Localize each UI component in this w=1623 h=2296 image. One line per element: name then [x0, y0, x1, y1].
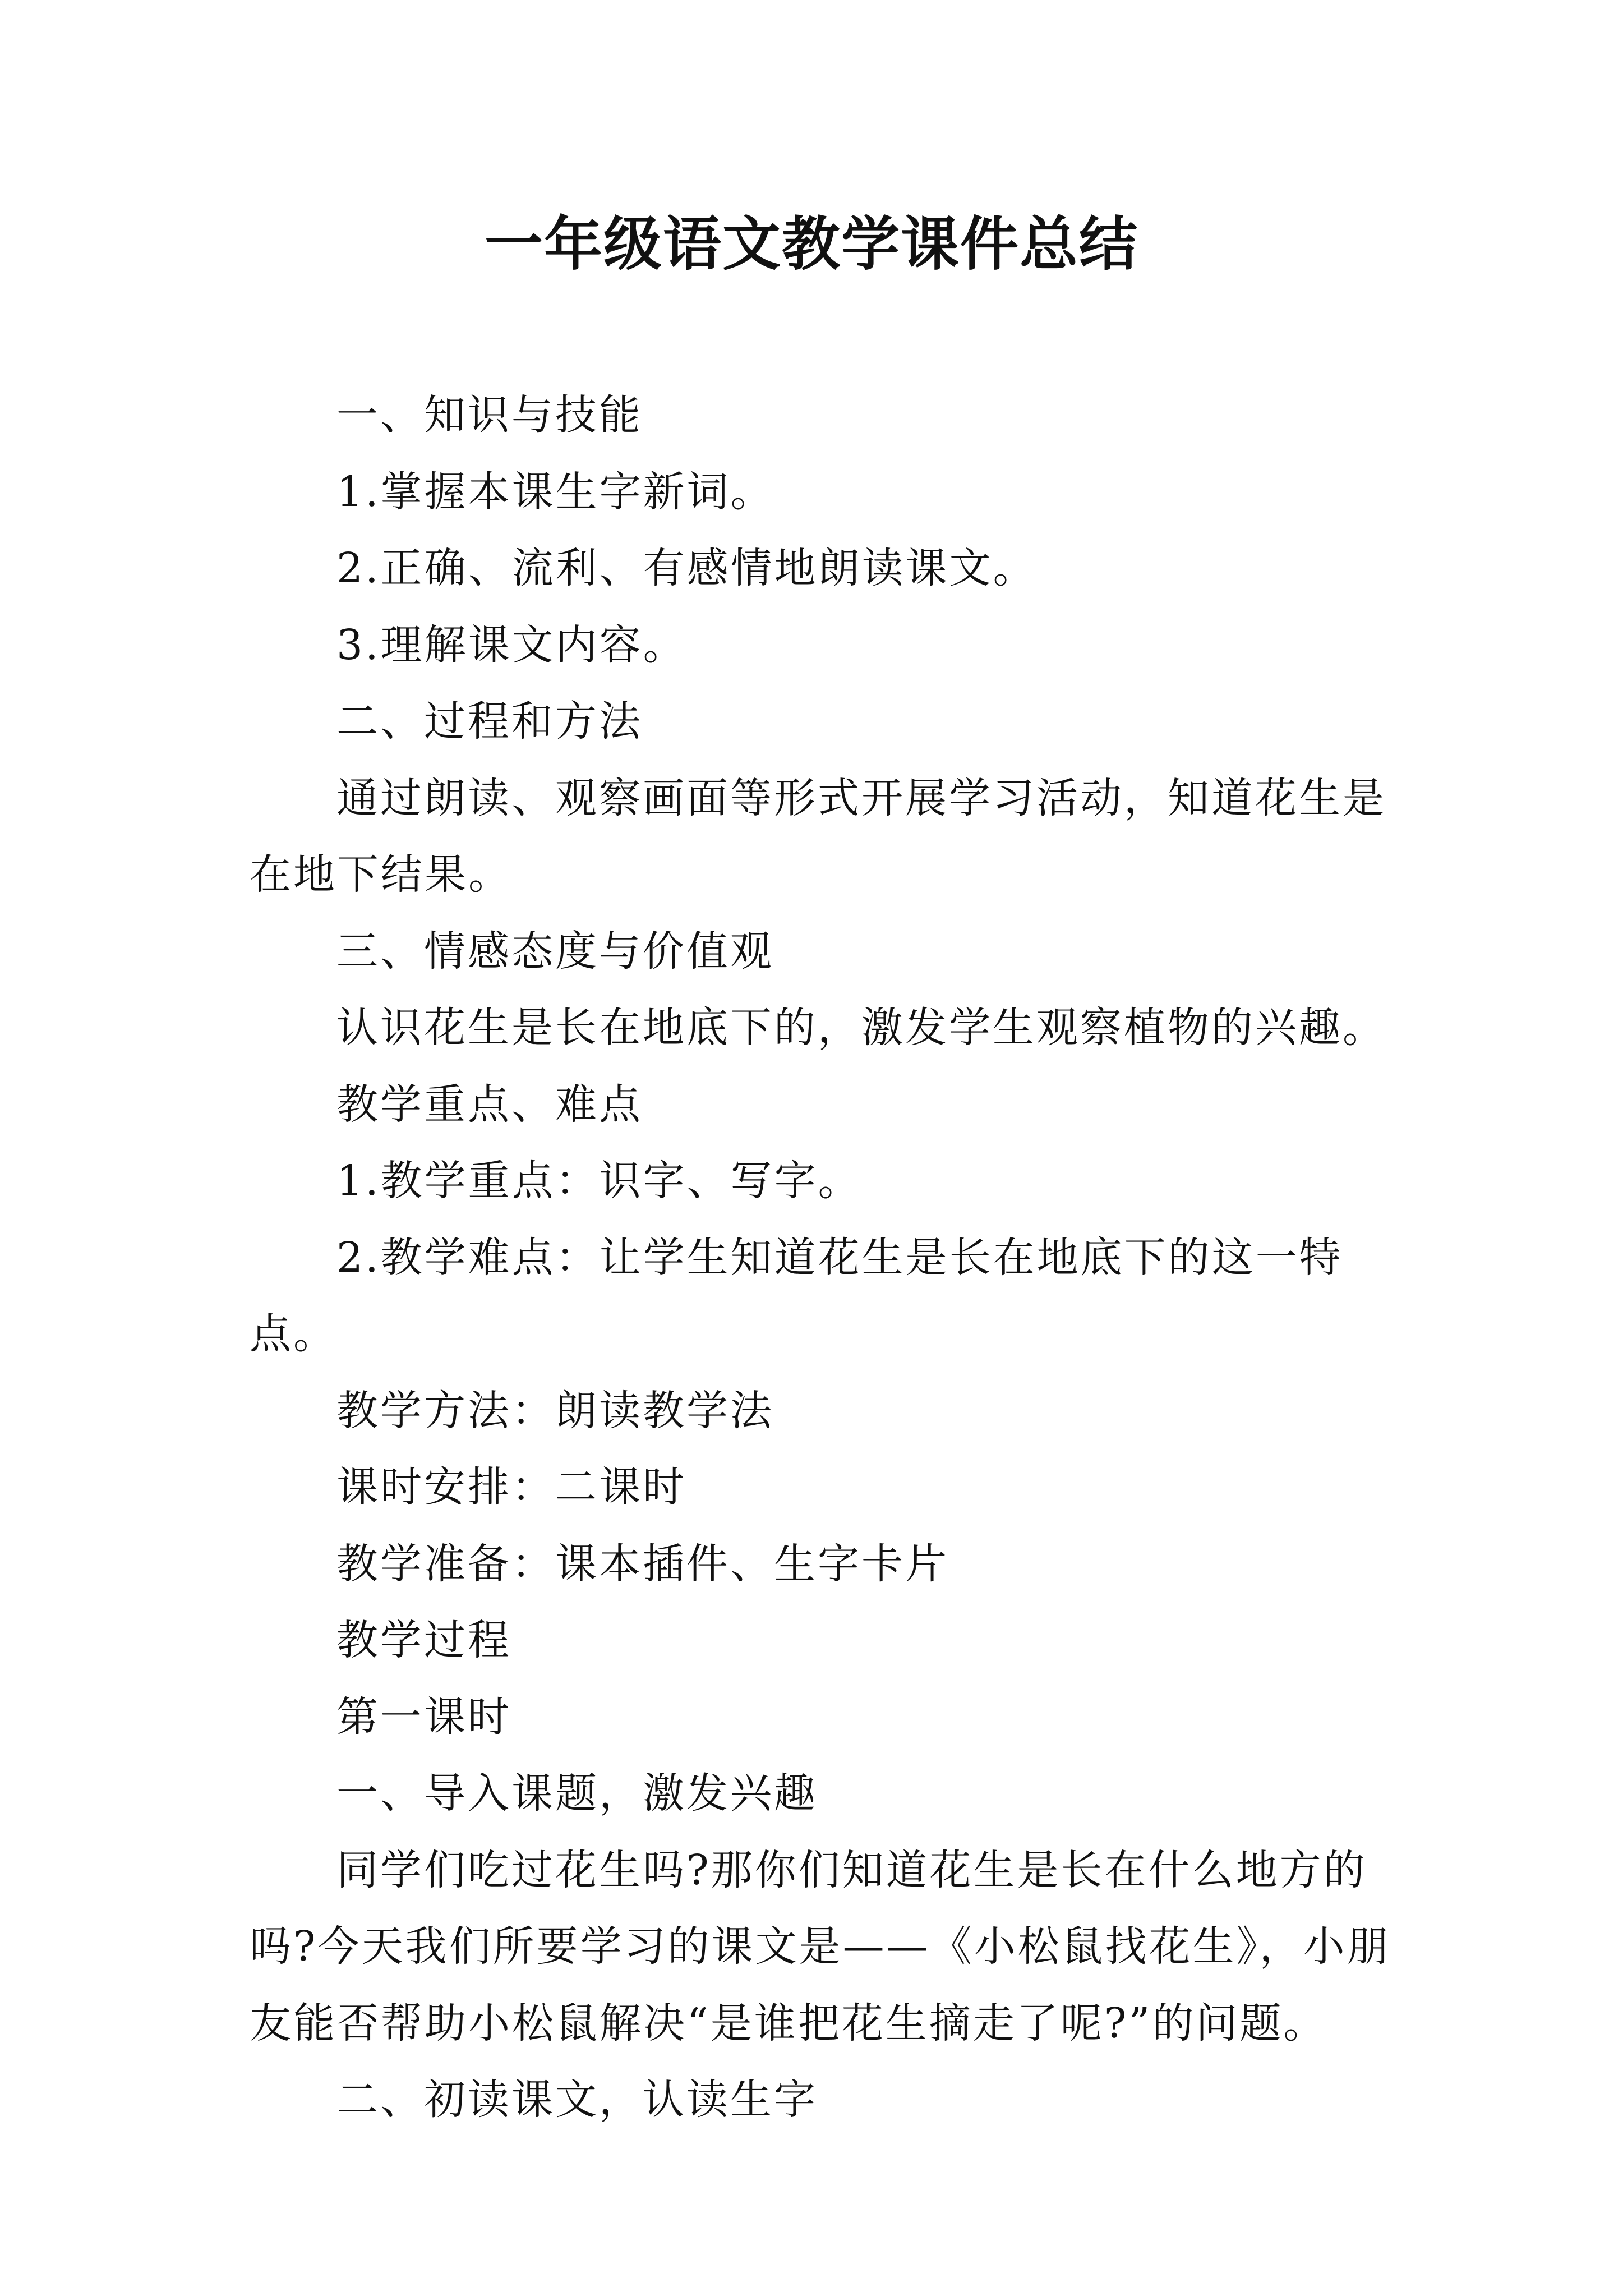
section-heading-emotion-values: 三、情感态度与价值观	[336, 927, 774, 976]
list-item: 2.正确、流利、有感情地朗读课文。	[336, 544, 1037, 592]
lesson-heading: 第一课时	[336, 1692, 511, 1741]
body-paragraph: 认识花生是长在地底下的，激发学生观察植物的兴趣。	[336, 1004, 1386, 1052]
document-title: 一年级语文教学课件总结	[484, 209, 1138, 278]
schedule-line: 课时安排：二课时	[336, 1463, 686, 1511]
section-heading-key-points: 教学重点、难点	[336, 1080, 643, 1129]
section-heading-teaching-process: 教学过程	[336, 1616, 511, 1664]
list-item: 1.掌握本课生字新词。	[336, 467, 774, 516]
step-heading: 二、初读课文，认读生字	[336, 2076, 818, 2124]
document-body	[250, 377, 1402, 2138]
list-item: 1.教学重点：识字、写字。	[336, 1157, 862, 1205]
body-paragraph: 同学们吃过花生吗?那你们知道花生是长在什么地方的吗?今天我们所要学习的课文是——《小松鼠找花生》，小朋友能否帮助小松鼠解决“是谁把花生摘走了呢?”的问题。	[250, 1846, 1391, 2047]
teaching-method-line: 教学方法：朗读教学法	[336, 1386, 774, 1435]
section-heading-process-method: 二、过程和方法	[336, 697, 643, 746]
list-item: 2.教学难点：让学生知道花生是长在地底下的这一特点。	[250, 1233, 1343, 1358]
section-heading-knowledge-skills: 一、知识与技能	[336, 391, 643, 439]
body-paragraph: 通过朗读、观察画面等形式开展学习活动，知道花生是在地下结果。	[250, 774, 1386, 899]
list-item: 3.理解课文内容。	[336, 620, 687, 669]
preparation-line: 教学准备：课本插件、生字卡片	[336, 1539, 949, 1588]
step-heading: 一、导入课题，激发兴趣	[336, 1769, 818, 1818]
